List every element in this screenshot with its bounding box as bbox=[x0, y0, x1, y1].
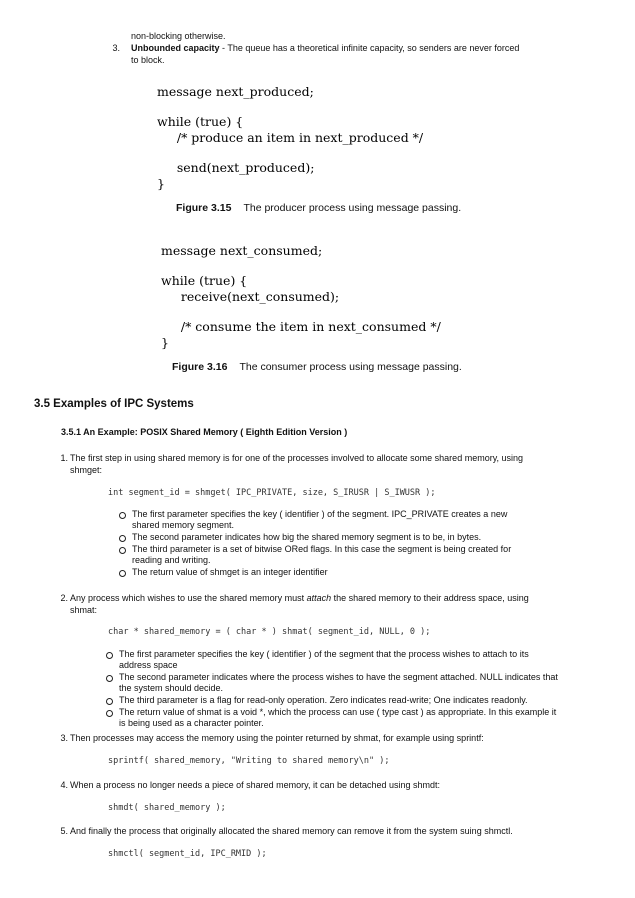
code-line: message next_produced; bbox=[157, 84, 314, 99]
step-text-part: the shared memory to their address space, using bbox=[331, 593, 529, 603]
section-heading: 3.5 Examples of IPC Systems bbox=[34, 398, 194, 410]
bullet-icon bbox=[106, 675, 113, 682]
figure-label: Figure 3.16 bbox=[172, 361, 228, 373]
step-text-part: Any process which wishes to use the shared memory must bbox=[70, 593, 307, 603]
figure-caption-text: The consumer process using message passing. bbox=[239, 361, 462, 373]
subsection-heading: 3.5.1 An Example: POSIX Shared Memory ( Eighth Edition Version ) bbox=[61, 427, 348, 437]
code-snippet: char * shared_memory = ( char * ) shmat( segment_id, NULL, 0 ); bbox=[108, 627, 431, 637]
figure-3-16-code bbox=[161, 243, 441, 351]
term-bold: Unbounded capacity bbox=[131, 43, 220, 53]
code-line bbox=[157, 146, 423, 160]
code-line: receive(next_consumed); bbox=[161, 289, 340, 304]
code-line: /* produce an item in next_produced */ bbox=[157, 130, 424, 145]
list-number: 3. bbox=[60, 733, 68, 743]
bullet-text: The return value of shmget is an integer identifier bbox=[132, 567, 328, 577]
code-line: while (true) { bbox=[157, 114, 244, 129]
bullet-text: The first parameter specifies the key ( identifier ) of the segment. IPC_PRIVATE creates a new bbox=[132, 509, 508, 519]
bullet-icon bbox=[106, 710, 113, 717]
step-text: shmat: bbox=[70, 605, 98, 615]
list-item-unbounded bbox=[131, 43, 519, 54]
figure-3-15-caption bbox=[176, 203, 461, 214]
code-line: while (true) { bbox=[161, 273, 248, 288]
emphasis: attach bbox=[306, 593, 332, 603]
bullet-text: The second parameter indicates how big the shared memory segment is to be, in bytes. bbox=[132, 532, 482, 542]
code-line bbox=[161, 305, 441, 319]
list-number: 2. bbox=[60, 593, 68, 603]
bullet-icon bbox=[106, 652, 113, 659]
code-snippet: sprintf( shared_memory, "Writing to shared memory\n" ); bbox=[108, 756, 390, 766]
step-text: The first step in using shared memory is for one of the processes involved to allocate some shared memory, using bbox=[70, 453, 524, 463]
step-text: Then processes may access the memory using the pointer returned by shmat, for example using sprintf: bbox=[70, 733, 484, 743]
figure-caption-text: The producer process using message passing. bbox=[243, 202, 462, 214]
bullet-text: The third parameter is a set of bitwise ORed flags. In this case the segment is being created for bbox=[132, 544, 512, 554]
bullet-text: The third parameter is a flag for read-only operation. Zero indicates read-write; One indicates readonly. bbox=[119, 695, 528, 705]
bullet-text: shared memory segment. bbox=[132, 520, 235, 530]
code-line bbox=[157, 100, 423, 114]
code-snippet: shmdt( shared_memory ); bbox=[108, 803, 226, 813]
term-description: - The queue has a theoretical infinite capacity, so senders are never forced bbox=[219, 43, 520, 53]
step-text: shmget: bbox=[70, 465, 103, 475]
code-snippet: shmctl( segment_id, IPC_RMID ); bbox=[108, 849, 267, 859]
list-number: 4. bbox=[60, 780, 68, 790]
list-item-continuation: to block. bbox=[131, 55, 165, 65]
code-line: } bbox=[157, 176, 165, 191]
step-text bbox=[70, 593, 529, 604]
bullet-icon bbox=[106, 698, 113, 705]
code-line bbox=[161, 259, 441, 273]
bullet-text: The return value of shmat is a void *, which the process can use ( type cast ) as appropriate. In this example it bbox=[119, 707, 557, 717]
code-snippet: int segment_id = shmget( IPC_PRIVATE, size, S_IRUSR | S_IWUSR ); bbox=[108, 488, 436, 498]
bullet-text: the system should decide. bbox=[119, 683, 224, 693]
figure-3-16-caption bbox=[172, 362, 462, 373]
bullet-text: address space bbox=[119, 660, 178, 670]
list-number: 1. bbox=[60, 453, 68, 463]
code-line: } bbox=[161, 335, 169, 350]
figure-3-15-code bbox=[157, 84, 423, 192]
step-text: When a process no longer needs a piece of shared memory, it can be detached using shmdt: bbox=[70, 780, 441, 790]
code-line: message next_consumed; bbox=[161, 243, 323, 258]
bullet-icon bbox=[119, 547, 126, 554]
step-text: And finally the process that originally allocated the shared memory can remove it from the system suing shmctl. bbox=[70, 826, 513, 836]
continued-text: non-blocking otherwise. bbox=[131, 31, 226, 41]
bullet-icon bbox=[119, 535, 126, 542]
list-number: 3. bbox=[112, 43, 120, 53]
code-line: /* consume the item in next_consumed */ bbox=[161, 319, 441, 334]
bullet-icon bbox=[119, 570, 126, 577]
bullet-text: reading and writing. bbox=[132, 555, 211, 565]
bullet-text: is being used as a character pointer. bbox=[119, 718, 264, 728]
bullet-text: The first parameter specifies the key ( identifier ) of the segment that the process wishes to attach to its bbox=[119, 649, 529, 659]
list-number: 5. bbox=[60, 826, 68, 836]
bullet-text: The second parameter indicates where the process wishes to have the segment attached. NULL indicates that bbox=[119, 672, 558, 682]
bullet-icon bbox=[119, 512, 126, 519]
figure-label: Figure 3.15 bbox=[176, 202, 232, 214]
code-line: send(next_produced); bbox=[157, 160, 315, 175]
